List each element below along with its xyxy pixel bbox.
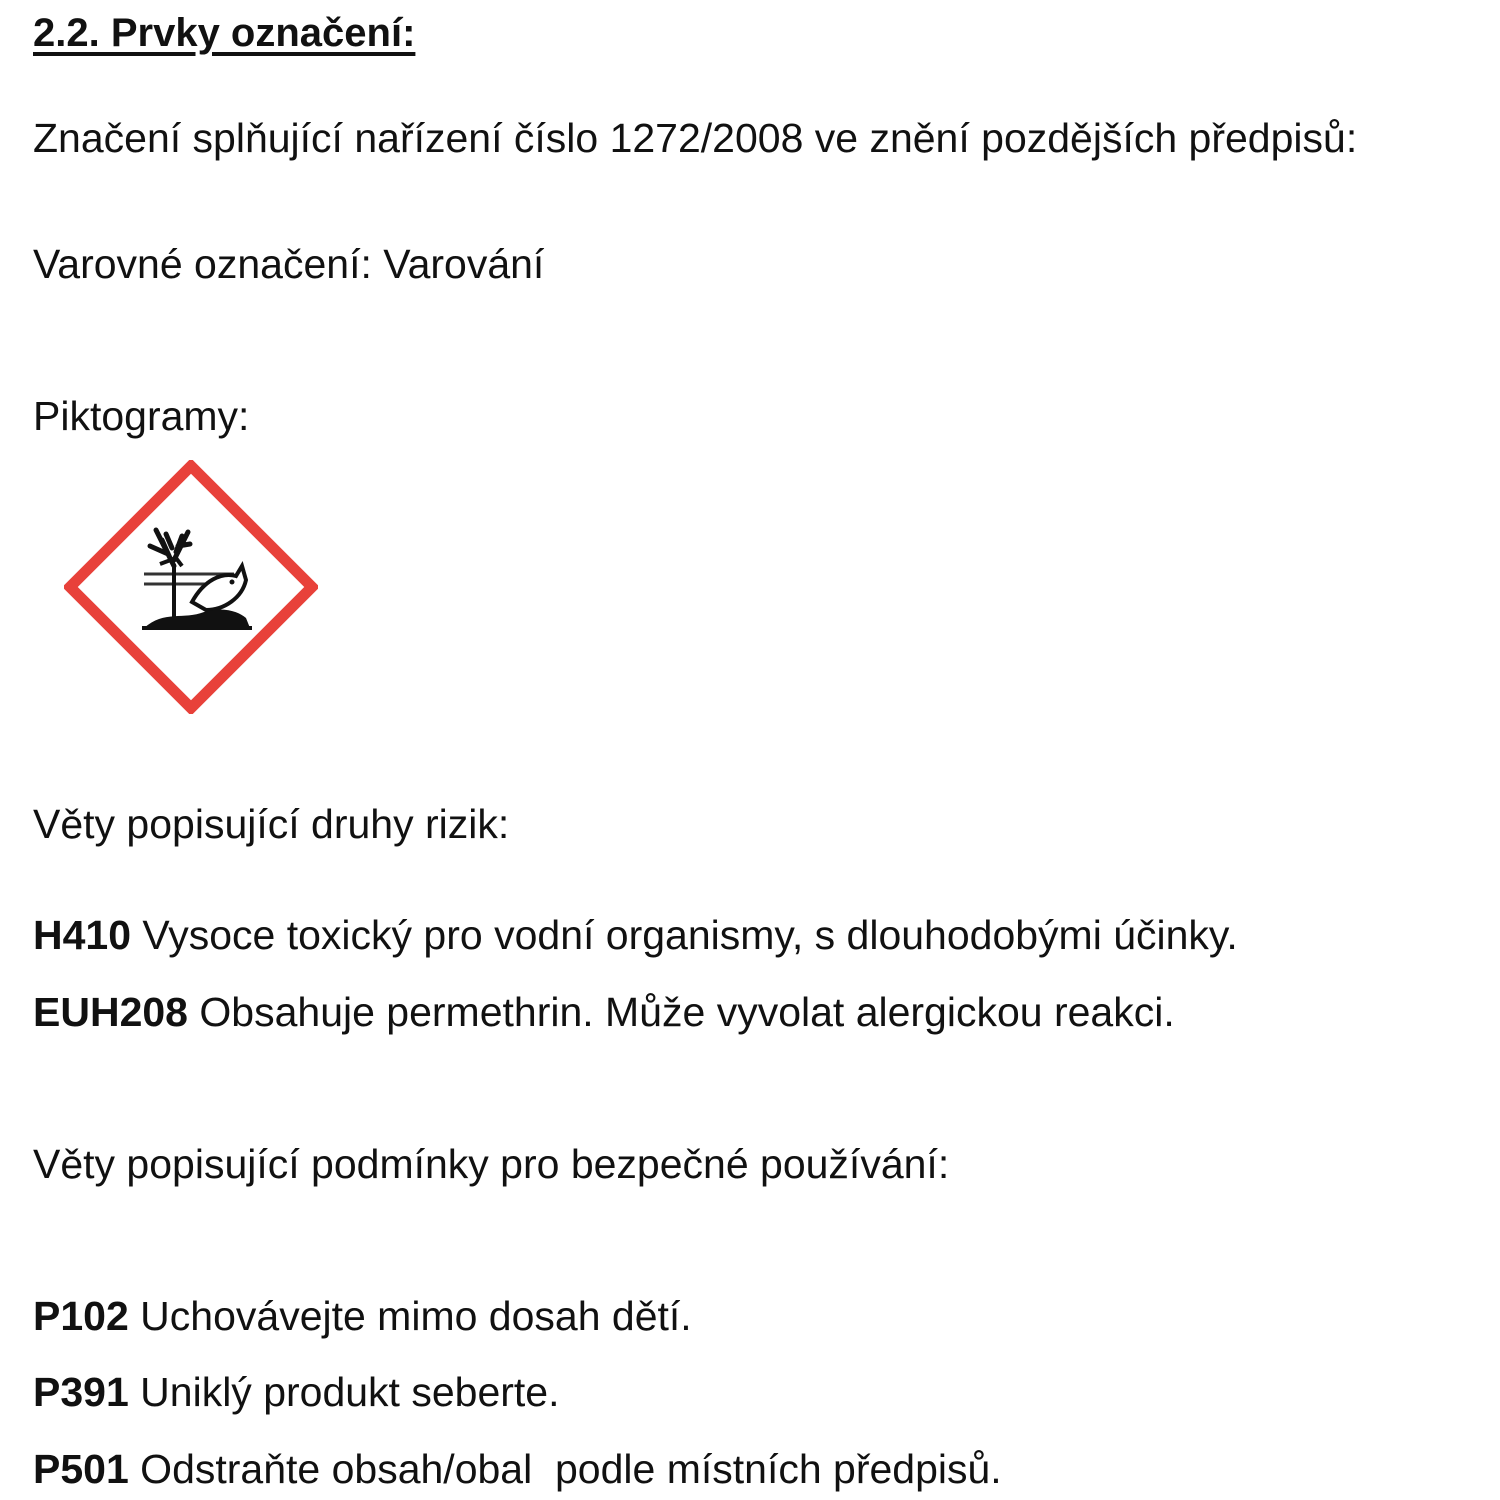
precautionary-statement-row — [33, 1292, 692, 1340]
hazard-statement-row — [33, 911, 1238, 959]
precautionary-code: P501 — [33, 1446, 129, 1492]
section-heading-text: 2.2. Prvky označení: — [33, 11, 416, 55]
precautionary-text: Odstraňte obsah/obal podle místních předpisů. — [140, 1446, 1002, 1492]
hazard-statement-row — [33, 988, 1175, 1036]
hazard-statements-heading: Věty popisující druhy rizik: — [33, 801, 510, 847]
signal-word-line — [33, 240, 544, 288]
precautionary-statement-row — [33, 1445, 1002, 1493]
precautionary-code: P102 — [33, 1293, 129, 1339]
hazard-text: Vysoce toxický pro vodní organismy, s dlouhodobými účinky. — [142, 912, 1238, 958]
hazard-code: H410 — [33, 912, 132, 958]
precautionary-text: Uchovávejte mimo dosah dětí. — [140, 1293, 692, 1339]
signal-word-value: Varování — [383, 241, 545, 287]
precautionary-code: P391 — [33, 1369, 129, 1415]
signal-word-label: Varovné označení: — [33, 241, 372, 287]
pictograms-label: Piktogramy: — [33, 393, 250, 439]
hazard-code: EUH208 — [33, 989, 188, 1035]
precautionary-statement-row — [33, 1368, 559, 1416]
intro-text: Značení splňující nařízení číslo 1272/2008 ve znění pozdějších předpisů: — [33, 115, 1358, 161]
precautionary-text: Uniklý produkt seberte. — [140, 1369, 560, 1415]
hazard-text: Obsahuje permethrin. Může vyvolat alergickou reakci. — [199, 989, 1175, 1035]
section-heading — [33, 9, 415, 57]
environment-hazard-icon — [64, 460, 318, 714]
precautionary-statements-heading: Věty popisující podmínky pro bezpečné používání: — [33, 1141, 950, 1187]
